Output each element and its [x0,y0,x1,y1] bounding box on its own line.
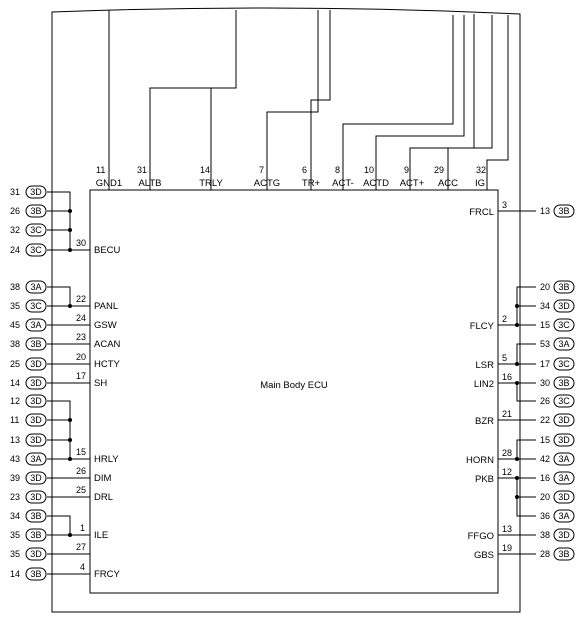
left-pin-number: 17 [76,371,87,381]
svg-text:3D: 3D [30,415,42,425]
connector-tag [10,434,46,446]
right-pin-number: 21 [502,409,513,419]
svg-text:3C: 3C [558,359,570,369]
connector-tag [10,319,46,331]
junction-dot [515,495,519,499]
left-pin-number: 15 [76,447,87,457]
svg-text:20: 20 [540,492,551,502]
right-pin-number: 19 [502,543,513,553]
left-pin-label: DRL [94,492,114,503]
svg-text:35: 35 [10,530,21,540]
top-pin-label: ACT+ [399,178,425,189]
wire [47,192,70,250]
connector-tag [10,377,46,389]
connector-tag [10,338,46,350]
connector-tag [10,224,46,236]
left-pin-number: 30 [76,238,87,248]
svg-text:15: 15 [540,435,551,445]
svg-text:35: 35 [10,301,21,311]
wire-ig [487,15,508,190]
junction-dot [515,457,519,461]
connector-tag [10,548,46,560]
svg-text:17: 17 [540,359,551,369]
top-pin-label: ALTB [138,178,162,189]
connector-tag [540,281,574,293]
connector-tag [540,510,574,522]
right-pin-number: 3 [502,200,508,210]
top-pin-number: 9 [404,165,410,175]
svg-text:3D: 3D [558,492,570,502]
connector-tag [540,453,574,465]
junction-dot [68,533,72,537]
wire-actd [376,15,464,190]
right-pin-labels [466,207,495,561]
wire [47,516,70,535]
left-pin-numbers [76,238,86,572]
left-pin-label: PANL [94,301,119,312]
svg-text:15: 15 [540,320,551,330]
left-pin-number: 24 [76,313,87,323]
right-pin-number: 2 [502,314,508,324]
top-pin-number: 31 [137,165,148,175]
svg-text:14: 14 [10,378,21,388]
connector-tag [10,472,46,484]
top-pin-label: GND1 [95,178,123,189]
svg-text:38: 38 [10,339,21,349]
connector-tag [540,319,574,331]
svg-text:30: 30 [540,378,551,388]
svg-text:32: 32 [10,225,21,235]
svg-text:3B: 3B [30,511,42,521]
top-pin-labels [96,178,485,189]
right-pin-label: BZR [475,416,494,427]
junction-dot [68,228,72,232]
left-pin-number: 1 [80,523,86,533]
left-pin-label: DIM [94,473,112,484]
connector-tag [540,434,574,446]
right-pin-label: FFGO [467,531,494,542]
junction-dot [515,381,519,385]
svg-text:11: 11 [10,415,20,425]
svg-text:3B: 3B [30,339,42,349]
top-pin-numbers [96,165,486,175]
connector-tag [540,358,574,370]
connector-tag [540,395,574,407]
connector-tag [540,548,574,560]
svg-text:39: 39 [10,473,21,483]
svg-text:3D: 3D [30,473,42,483]
wire [47,401,70,459]
top-wires [109,10,508,190]
connector-tag [10,281,46,293]
svg-text:3D: 3D [30,359,42,369]
connector-tag [10,453,46,465]
top-pin-number: 10 [364,165,375,175]
svg-text:3A: 3A [558,454,570,464]
top-pin-number: 11 [96,165,106,175]
svg-text:23: 23 [10,492,21,502]
top-pin-number: 6 [302,165,308,175]
connector-tag [540,472,574,484]
left-pin-label: SH [94,378,108,389]
svg-text:3B: 3B [558,206,570,216]
svg-text:16: 16 [540,473,551,483]
svg-text:3C: 3C [30,301,42,311]
svg-text:3B: 3B [558,378,570,388]
connector-tag [10,414,46,426]
wire-actminus [343,15,453,190]
wire-acc [448,15,492,190]
connector-tag [10,395,46,407]
svg-text:3B: 3B [558,549,570,559]
wire [47,287,70,306]
svg-text:38: 38 [540,530,551,540]
right-pin-number: 5 [502,353,508,363]
svg-text:3B: 3B [30,530,42,540]
svg-text:3C: 3C [558,396,570,406]
top-pin-label: IG [474,178,486,189]
right-pin-label: LIN2 [473,379,494,390]
right-pin-label: PKB [474,474,494,485]
svg-text:3D: 3D [558,301,570,311]
svg-text:3D: 3D [30,492,42,502]
connector-tag [540,414,574,426]
right-pin-label: FRCL [469,207,494,218]
left-pin-number: 25 [76,485,87,495]
wire-altb [150,10,236,190]
svg-text:42: 42 [540,454,551,464]
top-pin-number: 7 [259,165,265,175]
svg-text:3B: 3B [30,569,42,579]
svg-text:3A: 3A [30,454,42,464]
svg-text:22: 22 [540,415,551,425]
junction-dot [515,476,519,480]
junction-dot [515,362,519,366]
connector-tag [10,510,46,522]
left-pin-label: ILE [94,530,109,541]
connector-tag [10,300,46,312]
svg-text:34: 34 [540,301,551,311]
right-pin-label: FLCY [469,321,494,332]
svg-text:3C: 3C [558,320,570,330]
connector-tag [540,377,574,389]
junction-dot [68,209,72,213]
right-pin-number: 13 [502,524,513,534]
junction-dot [515,304,519,308]
connector-tag [10,358,46,370]
top-pin-label: ACT- [332,178,354,189]
wire-actg [267,10,318,190]
svg-text:3D: 3D [558,435,570,445]
junction-dot [68,418,72,422]
svg-text:34: 34 [10,511,21,521]
top-pin-label: ACC [437,178,459,189]
junction-dot [68,457,72,461]
right-pin-number: 12 [502,467,513,477]
top-pin-label: ACTG [253,178,281,189]
svg-text:14: 14 [10,569,21,579]
left-pin-label: ACAN [94,339,121,350]
svg-text:3D: 3D [30,378,42,388]
top-pin-number: 14 [200,165,211,175]
left-wires [47,192,90,574]
svg-text:3A: 3A [558,511,570,521]
connector-tag [10,244,46,256]
svg-text:25: 25 [10,359,21,369]
svg-text:53: 53 [540,339,551,349]
top-pin-number: 29 [434,165,445,175]
svg-text:36: 36 [540,511,551,521]
top-pin-label: TRLY [199,178,223,189]
left-pin-number: 20 [76,352,87,362]
right-pin-label: LSR [475,360,494,371]
svg-text:38: 38 [10,282,21,292]
connector-tag [10,529,46,541]
svg-text:3B: 3B [558,282,570,292]
svg-text:3D: 3D [30,396,42,406]
ecu-body [90,190,498,593]
junction-dot [68,438,72,442]
svg-text:43: 43 [10,454,21,464]
svg-text:3A: 3A [30,320,42,330]
svg-text:28: 28 [540,549,551,559]
left-pin-label: BECU [94,245,121,256]
left-pin-number: 4 [80,562,86,572]
svg-text:35: 35 [10,549,21,559]
connector-tag [540,205,574,217]
left-pin-number: 26 [76,466,87,476]
junction-dot [68,248,72,252]
svg-text:3D: 3D [558,415,570,425]
left-pin-label: FRCY [94,569,120,580]
top-pin-number: 8 [335,165,341,175]
svg-text:26: 26 [540,396,551,406]
svg-text:3B: 3B [30,206,42,216]
top-pin-label: ACTD [363,178,389,189]
svg-text:3A: 3A [30,282,42,292]
outer-frame [52,8,520,612]
right-pin-number: 16 [502,372,513,382]
connector-tag [10,568,46,580]
junction-dot [68,304,72,308]
svg-text:3A: 3A [558,339,570,349]
right-pin-number: 28 [502,448,513,458]
svg-text:26: 26 [10,206,21,216]
connector-tag [10,205,46,217]
connector-tag [10,186,46,198]
top-pin-label: TR+ [301,178,321,189]
svg-text:3D: 3D [30,435,42,445]
left-pin-number: 23 [76,332,87,342]
connector-tag [540,491,574,503]
right-pin-label: GBS [473,550,494,561]
left-pin-number: 27 [76,542,87,552]
wire-trplus [311,10,330,190]
left-connectors [10,186,46,580]
left-pin-label: HRLY [94,454,119,465]
svg-text:24: 24 [10,245,21,255]
left-pin-label: GSW [94,320,117,331]
svg-text:3C: 3C [30,225,42,235]
ecu-title: Main Body ECU [260,380,328,391]
connector-tag [540,529,574,541]
svg-text:3C: 3C [30,245,42,255]
wire [498,383,536,401]
svg-text:12: 12 [10,396,21,406]
left-pin-number: 22 [76,294,87,304]
svg-text:13: 13 [10,435,21,445]
top-pin-number: 32 [476,165,487,175]
svg-text:3D: 3D [30,549,42,559]
connector-tag [540,300,574,312]
svg-text:3D: 3D [558,530,570,540]
right-connectors [540,205,574,560]
right-wires [498,211,536,554]
connector-tag [10,491,46,503]
junction-dot [515,323,519,327]
left-pin-label: HCTY [94,359,120,370]
right-pin-label: HORN [466,455,494,466]
svg-text:3D: 3D [30,187,42,197]
svg-text:20: 20 [540,282,551,292]
svg-text:31: 31 [10,187,21,197]
connector-tag [540,338,574,350]
svg-text:13: 13 [540,206,551,216]
left-pin-labels [94,245,121,580]
right-pin-numbers [502,200,512,553]
svg-text:45: 45 [10,320,21,330]
svg-text:3A: 3A [558,473,570,483]
